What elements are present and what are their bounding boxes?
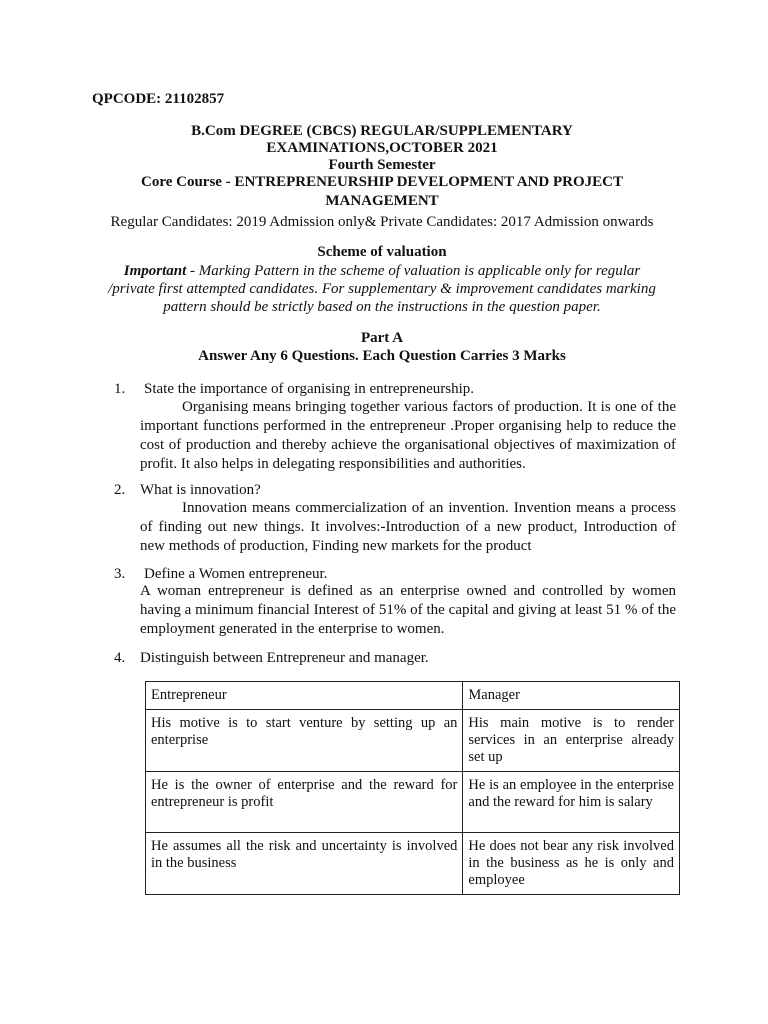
question-answer: Innovation means commercialization of an invention. Invention means a process of finding out new things. It involves:-Introduction of a new product, Introduction of new methods of production, Finding new markets for the product [140, 500, 676, 554]
table-cell: His motive is to start venture by setting up an enterprise [146, 710, 463, 772]
part-a-heading [90, 329, 674, 365]
table-row [146, 772, 680, 833]
table-cell: He assumes all the risk and uncertainty is involved in the business [146, 833, 463, 895]
header-candidates: Regular Candidates: 2019 Admission only& Private Candidates: 2017 Admission onwards [110, 214, 654, 230]
question-text: Distinguish between Entrepreneur and manager. [140, 650, 429, 666]
header-semester: Fourth Semester [328, 157, 436, 173]
table-cell: His main motive is to render services in an enterprise already set up [463, 710, 680, 772]
question-text: What is innovation? [140, 482, 261, 498]
table-header-entrepreneur: Entrepreneur [146, 682, 463, 710]
qp-code: QPCODE: 21102857 [92, 91, 225, 107]
table-row [146, 710, 680, 772]
question-number: 2. [114, 482, 126, 498]
table-header-row [146, 682, 680, 710]
header-exam: EXAMINATIONS,OCTOBER 2021 [266, 140, 498, 156]
table-header-manager: Manager [463, 682, 680, 710]
important-label: Important [123, 263, 187, 279]
header-degree: B.Com DEGREE (CBCS) REGULAR/SUPPLEMENTARY [191, 123, 573, 139]
question-text: State the importance of organising in entrepreneurship. [144, 381, 475, 397]
scheme-note-line-3: pattern should be strictly based on the instructions in the question paper. [163, 299, 601, 315]
question-number: 3. [114, 566, 126, 582]
scheme-section [90, 244, 674, 316]
scheme-note-line-2: /private first attempted candidates. For supplementary & improvement candidates marking [108, 281, 656, 297]
question-number: 4. [114, 650, 126, 666]
comparison-table [145, 681, 680, 895]
question-answer: A woman entrepreneur is defined as an enterprise owned and controlled by women having a minimum financial Interest of 51% of the capital and giving at least 51 % of the employment generated in the enterprise to women. [140, 583, 676, 637]
part-a-instruction: Answer Any 6 Questions. Each Question Carries 3 Marks [198, 348, 566, 364]
table-cell: He is the owner of enterprise and the reward for entrepreneur is profit [146, 772, 463, 833]
scheme-note-line-1 [90, 262, 674, 280]
question-number: 1. [114, 381, 126, 397]
header-course: Core Course - ENTREPRENEURSHIP DEVELOPMENT AND PROJECT [141, 174, 623, 190]
exam-header [90, 123, 674, 231]
part-a-title: Part A [360, 330, 404, 346]
table-row [146, 833, 680, 895]
header-course-cont: MANAGEMENT [325, 193, 439, 209]
scheme-note [90, 262, 674, 316]
question-text: Define a Women entrepreneur. [144, 566, 328, 582]
scheme-title: Scheme of valuation [317, 244, 447, 260]
table-cell: He is an employee in the enterprise and the reward for him is salary [463, 772, 680, 833]
scheme-note-text-1: - Marking Pattern in the scheme of valuation is applicable only for regular [186, 263, 641, 279]
question-answer: Organising means bringing together various factors of production. It is one of the important functions performed in the entrepreneur .Proper organising help to reduce the cost of production and thereby achieve the organisational objectives of maximization of profit. It also helps in delegating responsibilities and authorities. [140, 399, 676, 472]
table-cell: He does not bear any risk involved in the business as he is only and employee [463, 833, 680, 895]
